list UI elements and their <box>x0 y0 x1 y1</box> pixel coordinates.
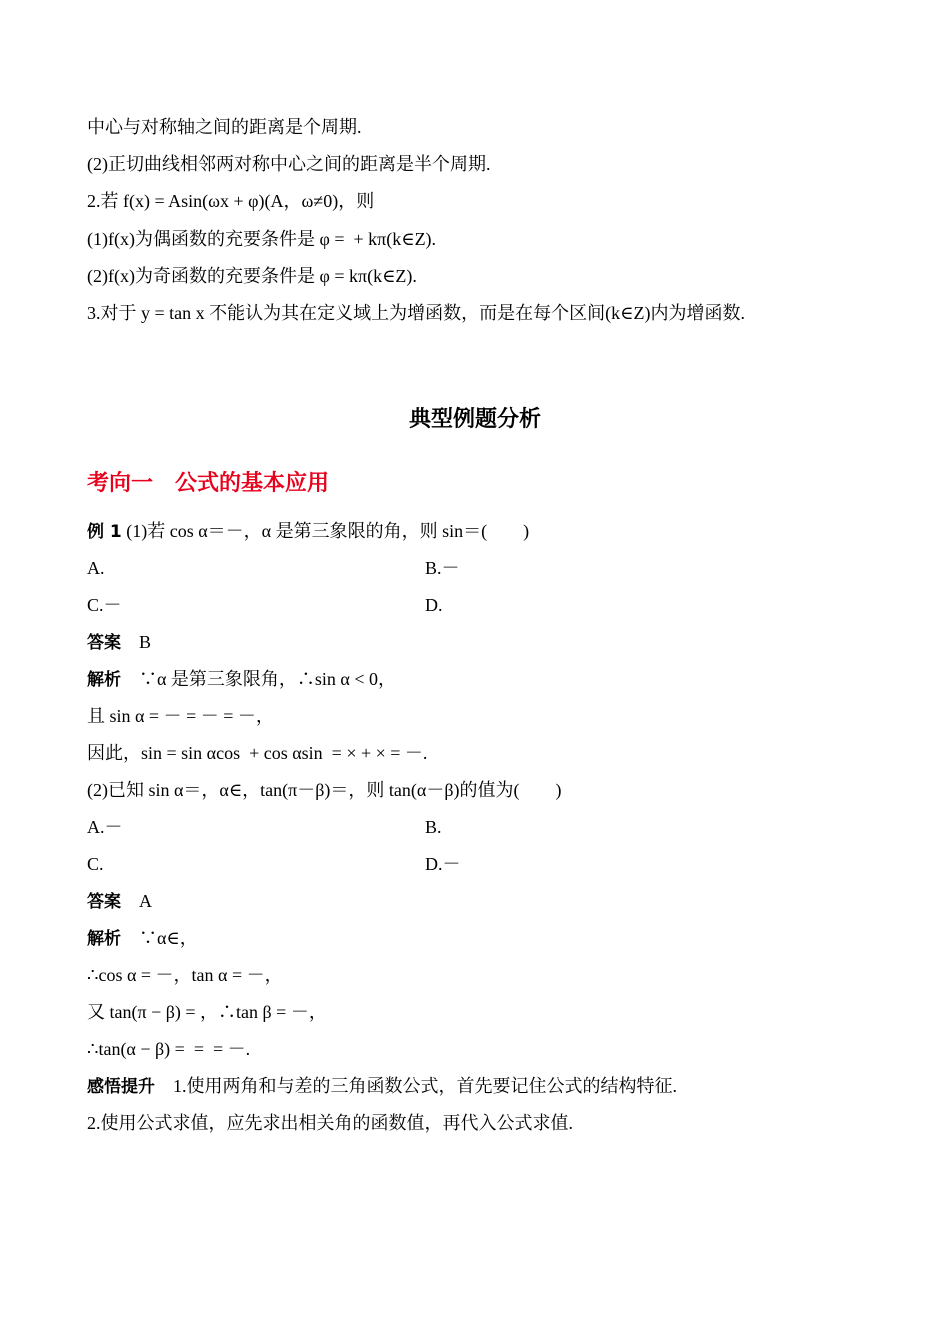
example-label: 例 1 <box>87 522 122 542</box>
ex1-step-3: 因此，sin = sin αcos + cos αsin = × + × = －. <box>87 743 428 763</box>
analysis-label: 解析 <box>87 670 121 690</box>
example-1-question <box>87 520 529 543</box>
analysis-label: 解析 <box>87 929 121 949</box>
ex1-step-2: 且 sin α = － = － = －， <box>87 706 274 726</box>
page-heading: 典型例题分析 <box>408 407 541 432</box>
ex2-option-a: A.－ <box>87 817 123 837</box>
insight-label: 感悟提升 <box>87 1077 155 1097</box>
insight-para-1 <box>87 1075 677 1098</box>
intro-line-4: (1)f(x)为偶函数的充要条件是 φ = + kπ(k∈Z). <box>87 229 437 249</box>
answer-value: A <box>139 891 152 911</box>
ex2-step-2: ∴cos α = －，tan α = －， <box>87 965 283 985</box>
ex1-option-b: B.－ <box>425 558 460 578</box>
intro-line-1: 中心与对称轴之间的距离是个周期. <box>87 117 362 137</box>
insight-para-2: 2.使用公式求值，应先求出相关角的函数值，再代入公式求值. <box>87 1113 573 1133</box>
ex1-option-d: D. <box>425 595 443 615</box>
intro-line-5: (2)f(x)为奇函数的充要条件是 φ = kπ(k∈Z). <box>87 266 417 286</box>
ex2-step-4: ∴tan(α − β) = = = －. <box>87 1039 251 1059</box>
intro-line-2: (2)正切曲线相邻两对称中心之间的距离是半个周期. <box>87 154 491 174</box>
ex1-analysis <box>87 668 396 691</box>
answer-label: 答案 <box>87 892 121 912</box>
ex2-option-b: B. <box>425 817 442 837</box>
ex2-answer <box>87 890 152 913</box>
analysis-step: ∵α 是第三象限角，∴sin α < 0， <box>139 669 397 689</box>
insight-text: 1.使用两角和与差的三角函数公式，首先要记住公式的结构特征. <box>173 1076 677 1096</box>
ex2-analysis <box>87 927 198 950</box>
intro-line-3: 2.若 f(x) = Asin(ωx + φ)(A，ω≠0)，则 <box>87 191 375 211</box>
intro-line-6: 3.对于 y = tan x 不能认为其在定义域上为增函数，而是在每个区间(k∈Z)内为增函数. <box>87 303 745 323</box>
example-2-question: (2)已知 sin α＝，α∈，tan(π－β)＝，则 tan(α－β)的值为( ) <box>87 780 562 800</box>
ex1-answer <box>87 631 151 654</box>
analysis-step: ∵α∈， <box>139 928 198 948</box>
ex2-step-3: 又 tan(π − β) = ，∴tan β = －， <box>87 1002 327 1022</box>
ex2-option-c: C. <box>87 854 104 874</box>
example-1-text: (1)若 cos α＝－，α 是第三象限的角，则 sin＝( ) <box>126 521 530 541</box>
ex1-option-a: A. <box>87 558 105 578</box>
answer-value: B <box>139 632 152 652</box>
answer-label: 答案 <box>87 633 121 653</box>
ex2-option-d: D.－ <box>425 854 461 874</box>
ex1-option-c: C.－ <box>87 595 122 615</box>
section-title: 考向一 公式的基本应用 <box>87 471 330 496</box>
